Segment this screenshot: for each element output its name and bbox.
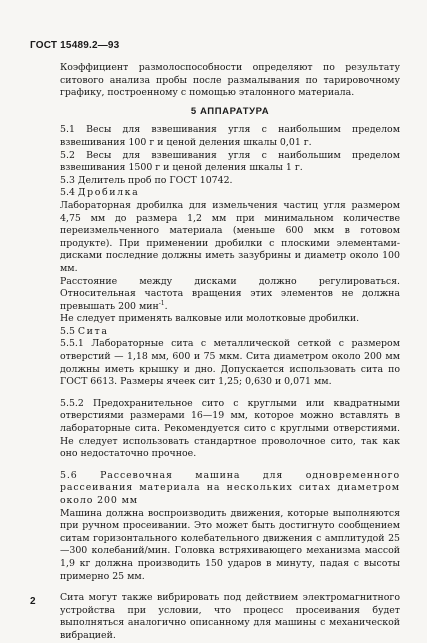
document-body	[60, 62, 400, 643]
heading-5-5-title: Сита	[77, 325, 109, 337]
paragraph-5-3: 5.3 Делитель проб по ГОСТ 10742.	[60, 174, 233, 186]
page-number: 2	[30, 596, 36, 607]
document-code: ГОСТ 15489.2—93	[30, 40, 120, 51]
spacer	[60, 461, 400, 470]
heading-5-5	[60, 326, 400, 339]
paragraph-5-4-c: Не следует применять валковые или молотковые дробилки.	[60, 313, 360, 325]
paragraph-5-4-b-end: .	[164, 300, 168, 312]
paragraph-5-1: 5.1 Весы для взвешивания угля с наибольшим пределом взвешивания 100 г и ценой деления шкалы 0,01 г.	[60, 124, 400, 148]
paragraph-5-6-a: Машина должна воспроизводить движения, которые выполняются при ручном просеивании. Это может быть достигнуто сообщением ситам горизонтального колебательного движения с амплитудой 25—300 колебаний/мин. Головка встряхивающего механизма массой 1,9 кг должна производить 150 ударов в минуту, падая с высоты примерно 25 мм.	[60, 507, 400, 582]
intro-paragraph: Коэффициент размолоспособности определяют по результату ситового анализа пробы после размалывания по тарировочному графику, построенному с помощью эталонного материала.	[60, 62, 400, 99]
heading-5-4-title: Дробилка	[77, 187, 140, 199]
paragraph-5-4-b	[60, 276, 400, 314]
unit-superscript: -1	[158, 299, 165, 307]
paragraph-5-6: 5.6 Рассевочная машина для одновременного рассеивания материала на нескольких ситах диаметром около 200 мм	[60, 469, 400, 506]
heading-5-4	[60, 187, 400, 200]
paragraph-5-5-1: 5.5.1 Лабораторные сита с металлической сеткой с размером отверстий — 1,18 мм, 600 и 75 мкм. Сита диаметром около 200 мм должны иметь крышку и дно. Допускается использовать сита по ГОСТ 6613. Размеры ячеек сит 1,25; 0,630 и 0,071 мм.	[60, 338, 400, 388]
spacer	[60, 583, 400, 592]
heading-5-4-number: 5.4	[60, 187, 75, 199]
spacer	[60, 389, 400, 398]
paragraph-5-5-2: 5.5.2 Предохранительное сито с круглыми или квадратными отверстиями размерами 16—19 мм, которое можно вставлять в лабораторные сита. Рекомендуется сито с круглыми отверстиями. Не следует использовать стандартное проволочное сито, так как оно недостаточно прочное.	[60, 397, 400, 460]
paragraph-5-4-a: Лабораторная дробилка для измельчения частиц угля размером 4,75 мм до размера 1,2 мм при минимальном количестве переизмельченного материала (меньше 600 мкм в готовом продукте). При применении дробилки с плоскими элементами-дисками последние должны иметь зазубрины и диаметр около 100 мм.	[60, 199, 400, 274]
paragraph-5-2: 5.2 Весы для взвешивания угля с наибольшим пределом взвешивания 1500 г и ценой деления шкалы 1 г.	[60, 149, 400, 174]
paragraph-5-4-b-text: Расстояние между дисками должно регулироваться. Относительная частота вращения этих элементов не должна превышать 200 мин	[60, 275, 400, 312]
section-title: 5 АППАРАТУРА	[190, 105, 270, 117]
heading-5-5-number: 5.5	[60, 325, 75, 337]
paragraph-5-6-b: Сита могут также вибрировать под действием электромагнитного устройства при условии, что процесс просеивания будет выполняться аналогично описанному для машины с механической вибрацией.	[60, 592, 400, 641]
